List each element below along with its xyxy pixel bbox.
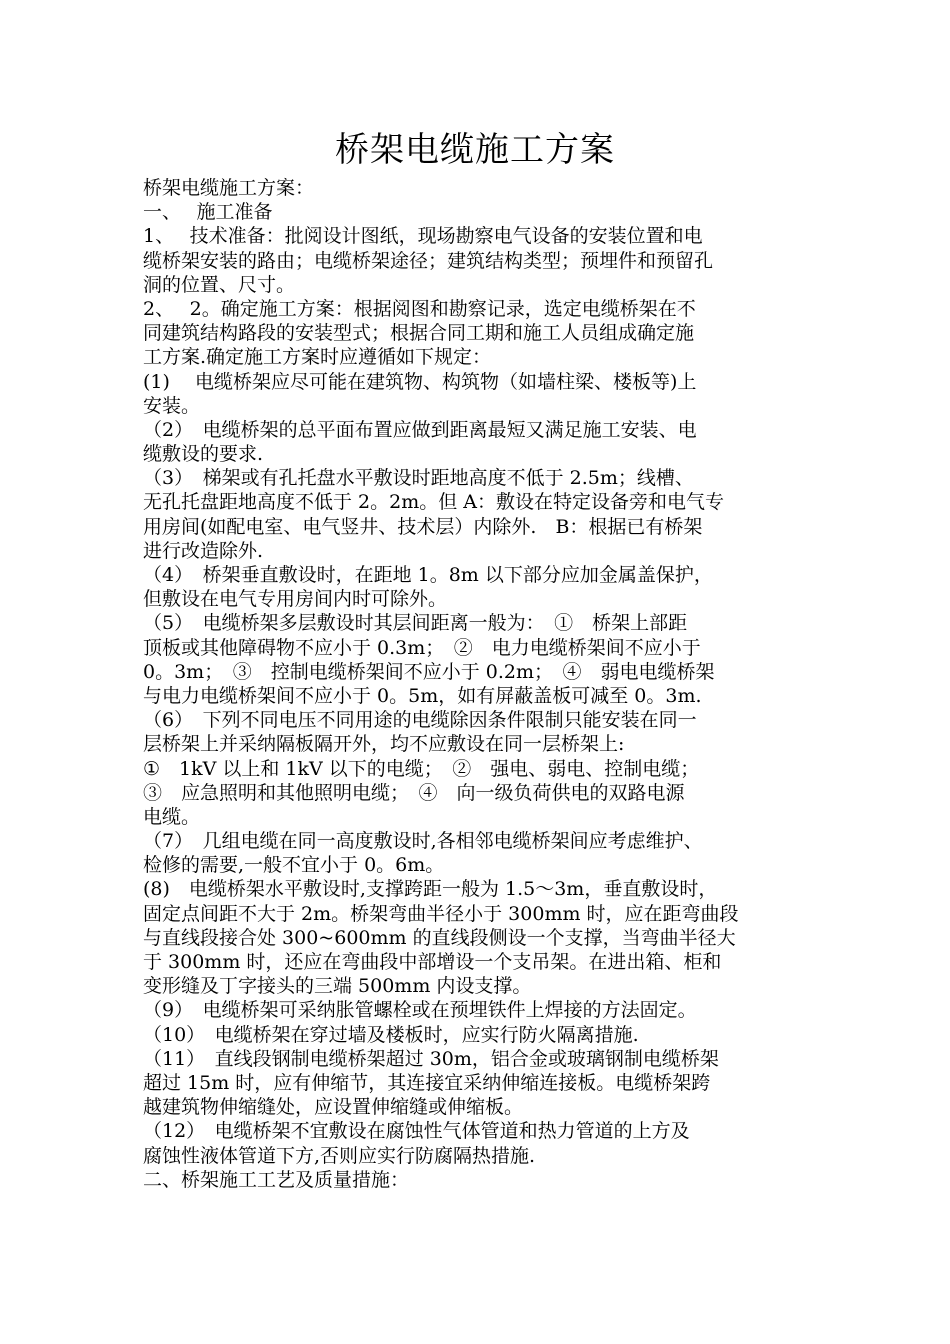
text-line: 超过 15m 时，应有伸缩节，其连接宜采纳伸缩连接板。电缆桥架跨 [143, 1071, 711, 1094]
text-line: （2） 电缆桥架的总平面布置应做到距离最短又满足施工安装、电 [143, 418, 697, 441]
text-line: 洞的位置、尺寸。 [143, 273, 296, 296]
text-line: （11） 直线段钢制电缆桥架超过 30m，铝合金或玻璃钢制电缆桥架 [143, 1047, 719, 1070]
text-line: 与直线段接合处 300~600mm 的直线段侧设一个支撑，当弯曲半径大 [143, 926, 736, 949]
text-line: 缆敷设的要求. [143, 443, 264, 466]
text-line: 变形缝及丁字接头的三端 500mm 内设支撑。 [143, 975, 532, 998]
text-line: 越建筑物伸缩缝处，应设置伸缩缝或伸缩板。 [143, 1096, 524, 1119]
text-line: （3） 梯架或有孔托盘水平敷设时距地高度不低于 2.5m；线槽、 [143, 467, 694, 490]
text-line: 进行改造除外. [143, 539, 264, 562]
text-line: （4） 桥架垂直敷设时，在距地 1。8m 以下部分应加金属盖保护， [143, 564, 713, 586]
text-line: 电缆。 [143, 805, 201, 828]
text-line: ③ 应急照明和其他照明电缆； ④ 向一级负荷供电的双路电源 [143, 781, 685, 804]
text-line: 缆桥架安装的路由；电缆桥架途径；建筑结构类型；预埋件和预留孔 [143, 249, 714, 272]
text-line: 层桥架上并采纳隔板隔开外，均不应敷设在同一层桥架上: [143, 733, 625, 756]
document-body [143, 176, 815, 1192]
text-line: 0。3m； ③ 控制电缆桥架间不应小于 0.2m； ④ 弱电电缆桥架 [143, 660, 715, 683]
text-line: （7） 几组电缆在同一高度敷设时,各相邻电缆桥架间应考虑维护、 [143, 830, 703, 853]
text-line: 桥架电缆施工方案： [143, 177, 315, 199]
text-line: （12） 电缆桥架不宜敷设在腐蚀性气体管道和热力管道的上方及 [143, 1120, 690, 1143]
text-line: （9） 电缆桥架可采纳胀管螺栓或在预埋铁件上焊接的方法固定。 [143, 999, 697, 1022]
text-line: 一、 施工准备 [143, 201, 273, 224]
text-line: 安装。 [143, 394, 201, 417]
text-line: ① 1kV 以上和 1kV 以下的电缆； ② 强电、弱电、控制电缆； [143, 757, 700, 780]
text-line: 同建筑结构路段的安装型式；根据合同工期和施工人员组成确定施 [143, 322, 695, 345]
text-line: (8) 电缆桥架水平敷设时,支撑跨距一般为 1.5～3m，垂直敷设时， [143, 878, 718, 901]
text-line: 二、桥架施工工艺及质量措施： [143, 1168, 410, 1191]
text-line: 工方案.确定施工方案时应遵循如下规定： [143, 346, 492, 369]
text-line: 固定点间距不大于 2m。桥架弯曲半径小于 300mm 时，应在距弯曲段 [143, 902, 739, 925]
text-line: 检修的需要,一般不宜小于 0。6m。 [143, 854, 445, 877]
text-line: 2、 2。确定施工方案：根据阅图和勘察记录，选定电缆桥架在不 [143, 297, 696, 320]
text-line: 与电力电缆桥架间不应小于 0。5m，如有屏蔽盖板可减至 0。3m. [143, 684, 702, 707]
text-line: 腐蚀性液体管道下方,否则应实行防腐隔热措施. [143, 1144, 536, 1167]
text-line: (1) 电缆桥架应尽可能在建筑物、构筑物（如墙柱梁、楼板等)上 [143, 370, 697, 393]
page-title: 桥架电缆施工方案 [335, 130, 615, 170]
text-line: 于 300mm 时，还应在弯曲段中部增设一个支吊架。在进出箱、柜和 [143, 951, 722, 973]
text-line: 用房间(如配电室、电气竖井、技术层）内除外. B：根据已有桥架 [143, 515, 703, 538]
text-line: （5） 电缆桥架多层敷设时其层间距离一般为： ① 桥架上部距 [143, 612, 688, 635]
text-line: 顶板或其他障碍物不应小于 0.3m； ② 电力电缆桥架间不应小于 [143, 636, 701, 659]
text-line: 但敷设在电气专用房间内时可除外。 [143, 588, 448, 611]
text-line: （6） 下列不同电压不同用途的电缆除因条件限制只能安装在同一 [143, 709, 697, 732]
text-line: （10） 电缆桥架在穿过墙及楼板时，应实行防火隔离措施. [143, 1023, 639, 1046]
text-line: 1、 技术准备：批阅设计图纸，现场勘察电气设备的安装位置和电 [143, 225, 703, 248]
text-line: 无孔托盘距地高度不低于 2。2m。但 A：敷设在特定设备旁和电气专 [143, 491, 724, 514]
